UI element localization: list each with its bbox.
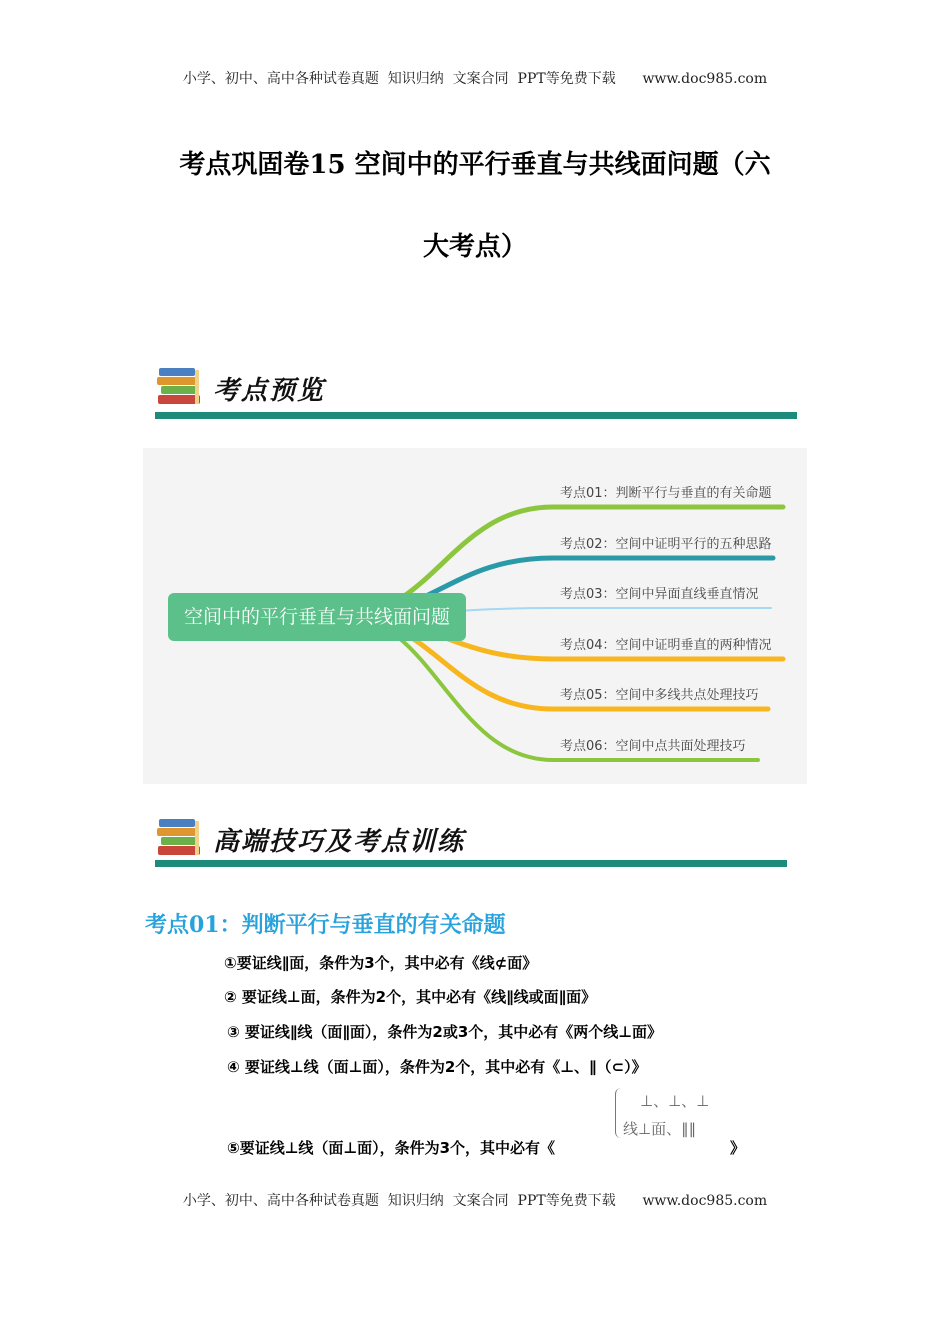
training-banner-rule — [155, 860, 787, 867]
rule-5: ⑤要证线⊥线（面⊥面），条件为3个，其中必有《 — [227, 1139, 556, 1157]
preview-banner-rule — [155, 412, 797, 419]
preview-banner — [155, 364, 800, 420]
books-icon — [155, 815, 211, 859]
page-footer: 小学、初中、高中各种试卷真题 知识归纳 文案合同 PPT等免费下载 www.doc985.com — [182, 1193, 768, 1209]
rule-5-brace-line-1: ⊥、⊥、⊥ — [640, 1092, 710, 1110]
books-icon — [155, 364, 211, 408]
document-title-line-1: 考点巩固卷15 空间中的平行垂直与共线面问题（六 — [179, 150, 771, 180]
mind-map-branch-label: 考点05：空间中多线共点处理技巧 — [560, 688, 759, 703]
training-banner-label: 高端技巧及考点训练 — [213, 827, 466, 857]
rule-4: ④ 要证线⊥线（面⊥面），条件为2个，其中必有《⊥、∥（⊂）》 — [227, 1058, 647, 1076]
page-header: 小学、初中、高中各种试卷真题 知识归纳 文案合同 PPT等免费下载 www.doc985.com — [182, 71, 768, 87]
mind-map-branch-label: 考点01：判断平行与垂直的有关命题 — [560, 486, 772, 501]
rule-3: ③ 要证线∥线（面∥面），条件为2或3个，其中必有《两个线⊥面》 — [227, 1023, 663, 1041]
training-banner — [155, 815, 790, 871]
rule-5-close: 》 — [730, 1139, 746, 1157]
mind-map — [143, 448, 807, 784]
rule-5-brace — [615, 1088, 735, 1144]
preview-banner-label: 考点预览 — [213, 376, 326, 406]
mind-map-branch-label: 考点03：空间中异面直线垂直情况 — [560, 587, 759, 602]
rule-2: ② 要证线⊥面，条件为2个，其中必有《线∥线或面∥面》 — [224, 988, 597, 1006]
mind-map-branch-label: 考点06：空间中点共面处理技巧 — [560, 739, 746, 754]
mind-map-branch-label: 考点04：空间中证明垂直的两种情况 — [560, 638, 772, 653]
section-heading: 考点01：判断平行与垂直的有关命题 — [145, 912, 506, 938]
rule-5-brace-line-2: 线⊥面、∥∥ — [623, 1120, 697, 1138]
mind-map-branch-label: 考点02：空间中证明平行的五种思路 — [560, 537, 772, 552]
mind-map-center-node: 空间中的平行垂直与共线面问题 — [168, 593, 466, 641]
document-title-line-2: 大考点） — [422, 232, 527, 262]
brace-icon — [615, 1088, 622, 1138]
rule-1: ①要证线∥面，条件为3个，其中必有《线⊄面》 — [224, 954, 538, 972]
